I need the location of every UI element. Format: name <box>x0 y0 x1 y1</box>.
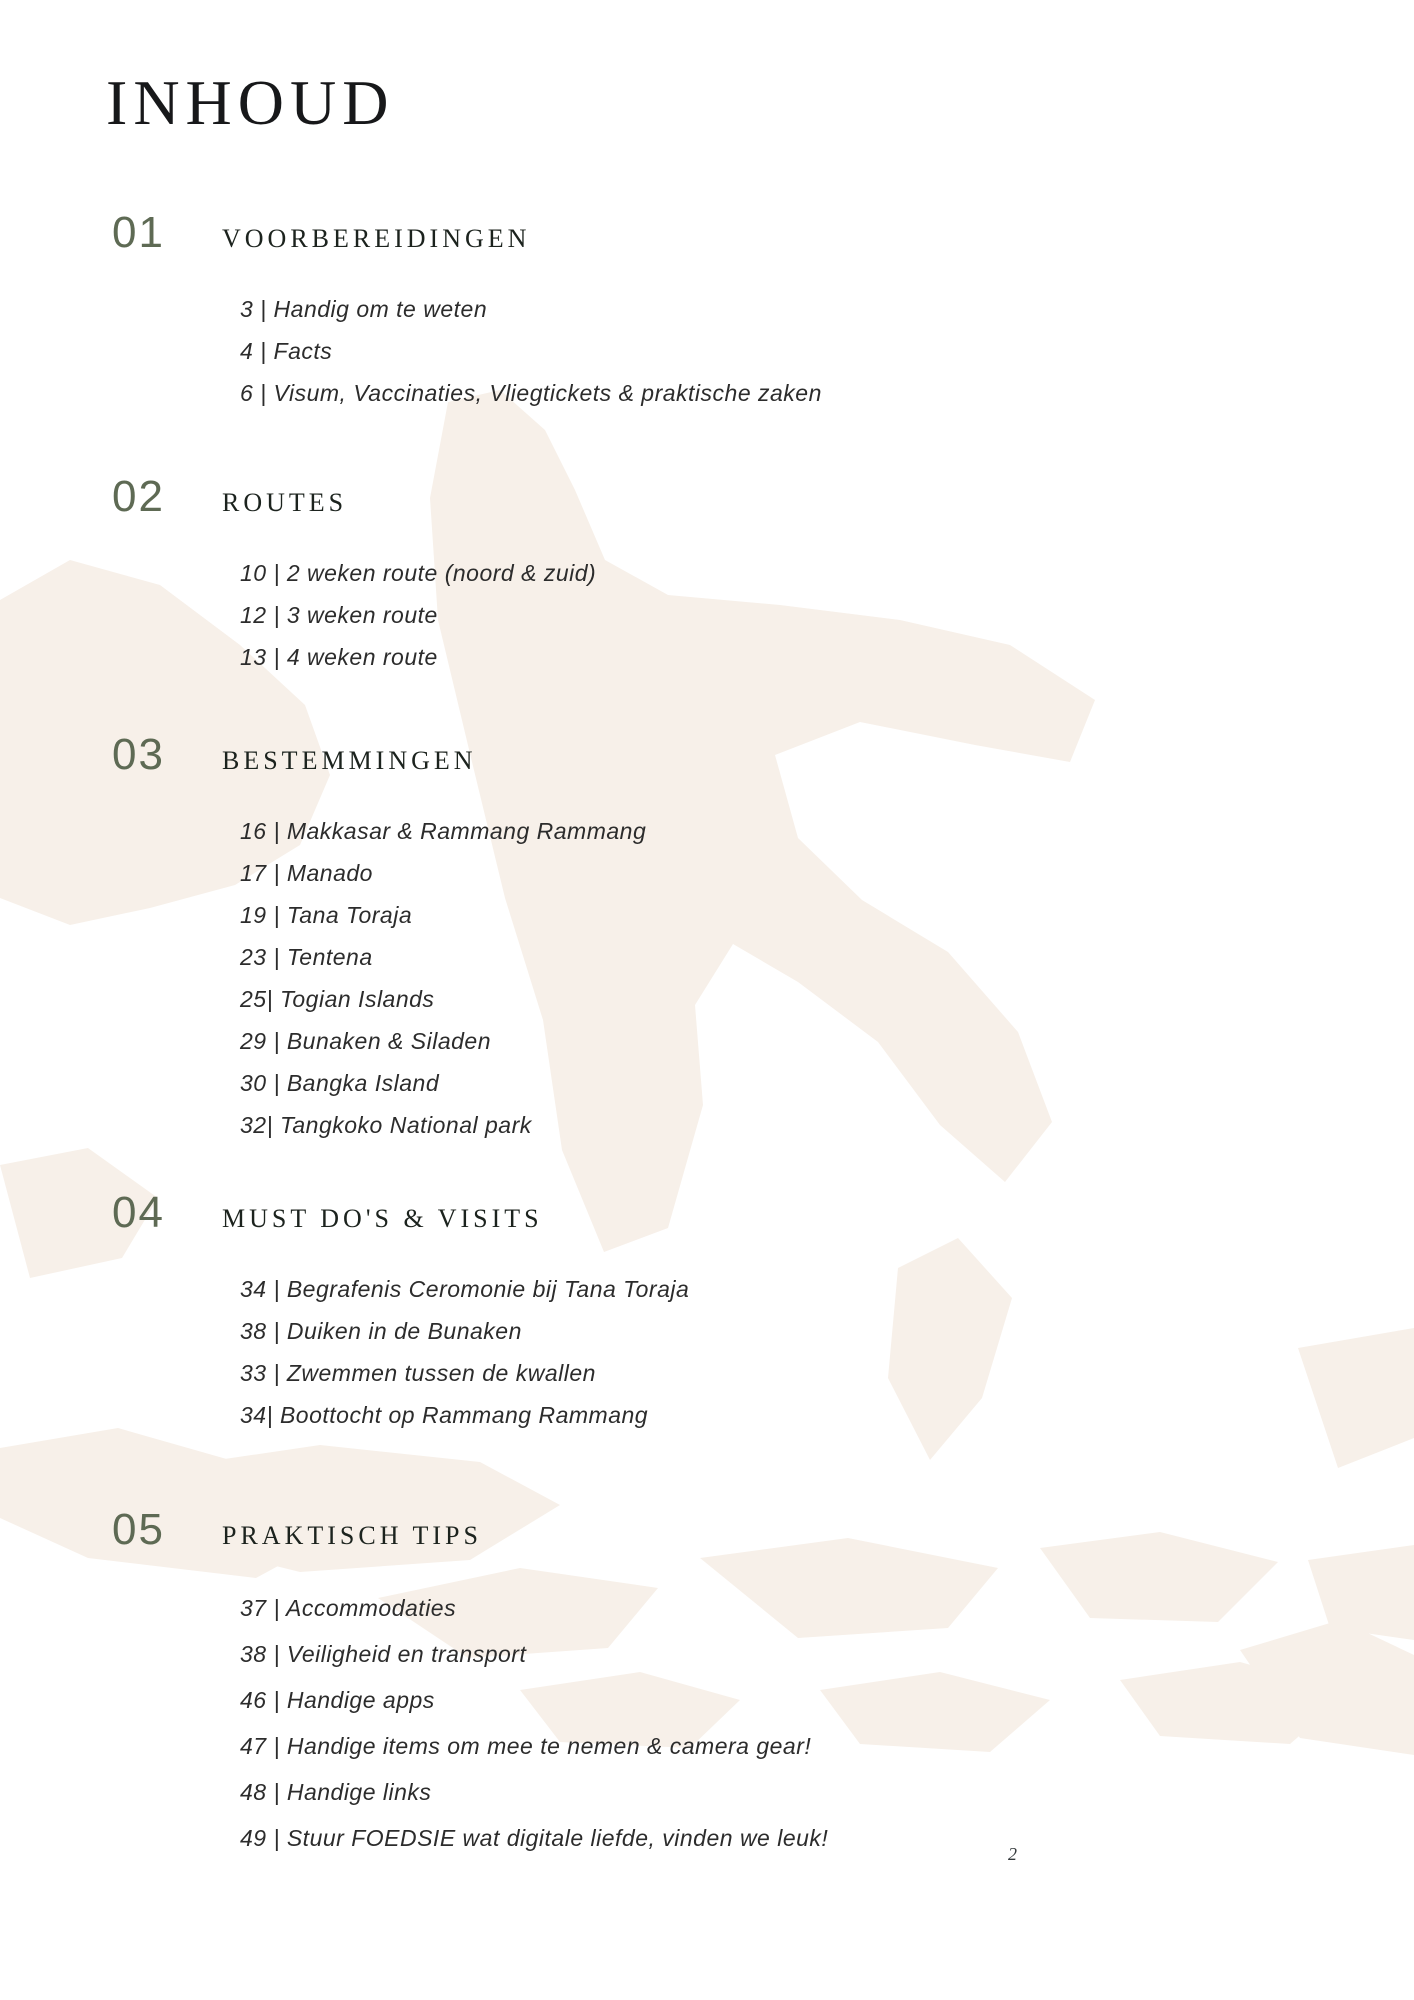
toc-section <box>0 1505 1414 1861</box>
toc-entry[interactable]: 23 | Tentena <box>240 944 373 970</box>
toc-entry[interactable]: 47 | Handige items om mee te nemen & camera gear! <box>240 1733 812 1759</box>
toc-entry[interactable]: 32| Tangkoko National park <box>240 1112 532 1138</box>
section-number: 01 <box>112 208 165 257</box>
toc-entry[interactable]: 29 | Bunaken & Siladen <box>240 1028 491 1054</box>
section-item-list <box>0 1585 1414 1861</box>
section-heading: ROUTES <box>222 488 348 517</box>
toc-entry[interactable]: 13 | 4 weken route <box>240 644 438 670</box>
toc-section <box>0 472 1414 678</box>
section-item-list <box>0 810 1414 1146</box>
section-header <box>0 1505 1414 1555</box>
section-item-list <box>0 1268 1414 1436</box>
section-header <box>0 730 1414 780</box>
page-number: 2 <box>1008 1844 1017 1864</box>
toc-entry[interactable]: 25| Togian Islands <box>240 986 435 1012</box>
section-number: 02 <box>112 472 165 521</box>
toc-entry[interactable]: 34| Boottocht op Rammang Rammang <box>240 1402 649 1428</box>
page-title: INHOUD <box>106 67 395 138</box>
toc-entry[interactable]: 34 | Begrafenis Ceromonie bij Tana Toraja <box>240 1276 690 1302</box>
toc-entry[interactable]: 19 | Tana Toraja <box>240 902 413 928</box>
toc-entry[interactable]: 49 | Stuur FOEDSIE wat digitale liefde, vinden we leuk! <box>240 1825 829 1851</box>
toc-entry[interactable]: 37 | Accommodaties <box>240 1595 457 1621</box>
section-item-list <box>0 552 1414 678</box>
toc-entry[interactable]: 46 | Handige apps <box>240 1687 435 1713</box>
toc-entry[interactable]: 12 | 3 weken route <box>240 602 438 628</box>
section-header <box>0 472 1414 522</box>
toc-entry[interactable]: 4 | Facts <box>240 338 333 364</box>
section-heading: PRAKTISCH TIPS <box>222 1521 482 1550</box>
section-number: 05 <box>112 1505 165 1554</box>
section-heading: VOORBEREIDINGEN <box>222 224 531 253</box>
section-header <box>0 208 1414 258</box>
toc-section <box>0 1188 1414 1436</box>
toc-entry[interactable]: 16 | Makkasar & Rammang Rammang <box>240 818 647 844</box>
toc-section <box>0 730 1414 1146</box>
toc-entry[interactable]: 33 | Zwemmen tussen de kwallen <box>240 1360 596 1386</box>
toc-entry[interactable]: 48 | Handige links <box>240 1779 432 1805</box>
section-header <box>0 1188 1414 1238</box>
toc-entry[interactable]: 10 | 2 weken route (noord & zuid) <box>240 560 597 586</box>
section-heading: BESTEMMINGEN <box>222 746 477 775</box>
section-heading: MUST DO'S & VISITS <box>222 1204 543 1233</box>
toc-entry[interactable]: 6 | Visum, Vaccinaties, Vliegtickets & praktische zaken <box>240 380 822 406</box>
section-item-list <box>0 288 1414 414</box>
toc-entry[interactable]: 3 | Handig om te weten <box>240 296 488 322</box>
toc-entry[interactable]: 17 | Manado <box>240 860 373 886</box>
toc-entry[interactable]: 30 | Bangka Island <box>240 1070 440 1096</box>
toc-entry[interactable]: 38 | Veiligheid en transport <box>240 1641 527 1667</box>
section-number: 03 <box>112 730 165 779</box>
toc-section <box>0 208 1414 414</box>
toc-entry[interactable]: 38 | Duiken in de Bunaken <box>240 1318 522 1344</box>
section-number: 04 <box>112 1188 165 1237</box>
